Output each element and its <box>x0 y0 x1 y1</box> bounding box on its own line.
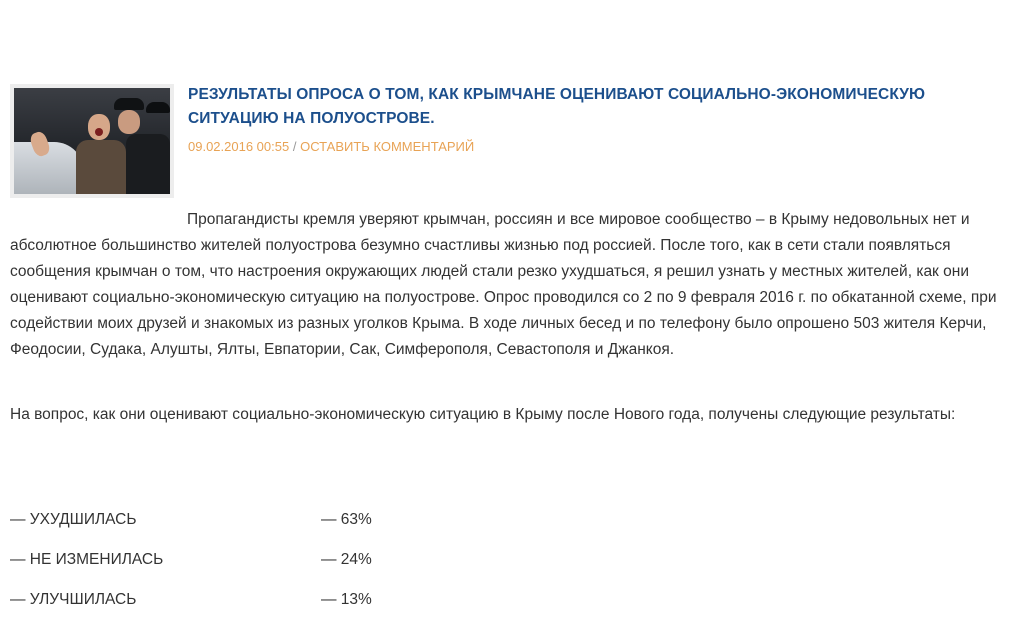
leave-comment-link[interactable]: ОСТАВИТЬ КОММЕНТАРИЙ <box>300 139 475 154</box>
meta-separator: / <box>292 139 297 154</box>
result-label: — НЕ ИЗМЕНИЛАСЬ <box>10 551 164 568</box>
result-label: — УХУДШИЛАСЬ <box>10 511 137 528</box>
news-photo-thumbnail <box>14 88 170 194</box>
result-value: — 13% <box>321 591 372 608</box>
article-paragraph-question: На вопрос, как они оценивают социально-экономическую ситуацию в Крыму после Нового года, получены следующие результаты: <box>10 406 956 423</box>
result-row-worsened <box>10 508 510 548</box>
article-paragraph-intro <box>10 207 1010 363</box>
article-date: 09.02.2016 00:55 <box>188 139 290 154</box>
article-meta <box>188 139 474 155</box>
result-label: — УЛУЧШИЛАСЬ <box>10 591 137 608</box>
article-thumbnail[interactable] <box>10 84 174 198</box>
article-paragraph-intro-text: Пропагандисты кремля уверяют крымчан, россиян и все мировое сообщество – в Крыму недовольных нет и абсолютное большинство жителей полуострова безумно счастливы жизнью под россией. После того, как в сети стали появляться сообщения крымчан о том, что настроения окружающих людей стали резко ухудшаться, я решил узнать у местных жителей, как они оценивают социально-экономическую ситуацию на полуострове. Опрос проводился со 2 по 9 февраля 2016 г. по обкатанной схеме, при содействии моих друзей и знакомых из разных уголков Крыма. В ходе личных бесед и по телефону было опрошено 503 жителя Керчи, Феодосии, Судака, Алушты, Ялты, Евпатории, Сак, Симферополя, Севастополя и Джанкоя. <box>10 211 997 358</box>
survey-results <box>10 508 510 628</box>
result-value: — 24% <box>321 551 372 568</box>
result-value: — 63% <box>321 511 372 528</box>
result-row-unchanged <box>10 548 510 588</box>
article-title-link[interactable]: РЕЗУЛЬТАТЫ ОПРОСА О ТОМ, КАК КРЫМЧАНЕ ОЦЕНИВАЮТ СОЦИАЛЬНО-ЭКОНОМИЧЕСКУЮ СИТУАЦИЮ НА ПОЛУОСТРОВЕ. <box>188 86 926 127</box>
result-row-improved <box>10 588 510 628</box>
